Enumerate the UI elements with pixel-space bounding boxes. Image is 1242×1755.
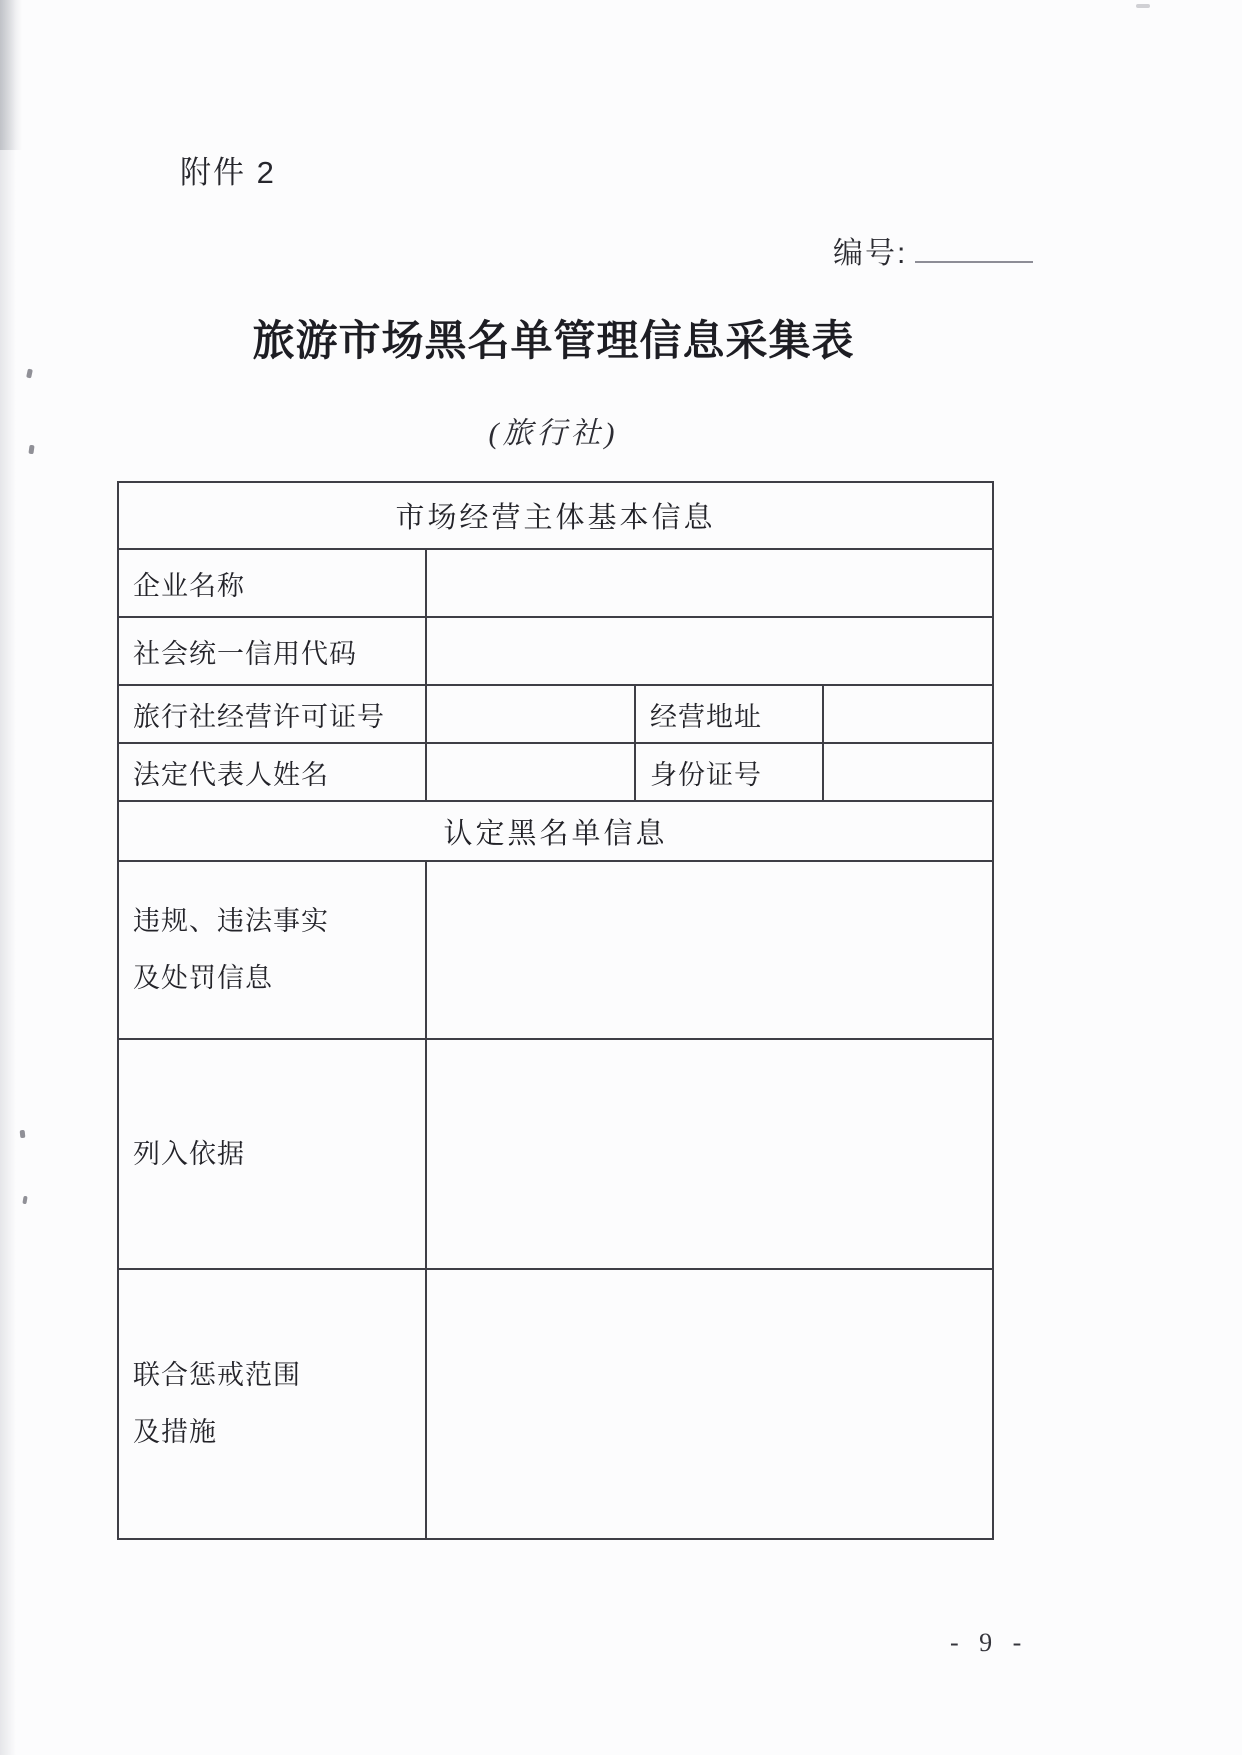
- serial-number-label: 编号:: [833, 237, 908, 270]
- serial-number: [833, 228, 1033, 272]
- listing-basis-label-line1: 列入依据: [133, 1138, 245, 1169]
- id-number-label: 身份证号: [636, 744, 824, 800]
- company-name-label: 企业名称: [119, 550, 427, 616]
- legal-representative-label: 法定代表人姓名: [119, 744, 427, 800]
- row-credit-code: [119, 618, 992, 686]
- row-legal-rep-and-id: [119, 744, 992, 802]
- form-title: 旅游市场黑名单管理信息采集表: [252, 317, 855, 364]
- credit-code-label: 社会统一信用代码: [119, 618, 427, 684]
- violation-facts-field: [427, 862, 992, 1038]
- id-number-field: [824, 744, 992, 800]
- scan-speck: [20, 1130, 26, 1138]
- legal-representative-field: [427, 744, 636, 800]
- scan-speck: [1136, 4, 1150, 8]
- license-number-label: 旅行社经营许可证号: [119, 686, 427, 742]
- scan-speck: [26, 369, 33, 379]
- scan-corner-smudge: [0, 0, 22, 150]
- company-name-field: [427, 550, 992, 616]
- row-company-name: [119, 550, 992, 618]
- section-header-basic-info: [119, 483, 992, 550]
- form-subtitle: (旅行社): [488, 417, 619, 450]
- listing-basis-field: [427, 1040, 992, 1268]
- attachment-label: 附件 2: [180, 155, 276, 190]
- violation-facts-label: [119, 862, 427, 1038]
- section-header-blacklist-info-text: 认定黑名单信息: [443, 817, 668, 850]
- row-violation-facts: [119, 862, 992, 1040]
- violation-facts-label-line2: 及处罚信息: [133, 963, 273, 993]
- violation-facts-label-line1: 违规、违法事实: [133, 906, 329, 936]
- scan-edge-shadow: [0, 0, 16, 1755]
- row-listing-basis: [119, 1040, 992, 1270]
- license-number-field: [427, 686, 636, 742]
- scan-speck: [22, 1196, 27, 1205]
- blacklist-form-table: [117, 481, 994, 1540]
- joint-punishment-label: [119, 1270, 427, 1538]
- serial-number-blank-line: [915, 235, 1033, 263]
- credit-code-field: [427, 618, 992, 684]
- joint-punishment-field: [427, 1270, 992, 1538]
- joint-punishment-label-line2: 及措施: [133, 1417, 217, 1447]
- section-header-basic-info-text: 市场经营主体基本信息: [395, 502, 716, 534]
- section-header-blacklist-info: [119, 802, 992, 862]
- row-license-and-address: [119, 686, 992, 744]
- joint-punishment-label-line1: 联合惩戒范围: [133, 1360, 301, 1390]
- business-address-field: [824, 686, 992, 742]
- listing-basis-label: [119, 1040, 427, 1268]
- row-joint-punishment: [119, 1270, 992, 1538]
- page-number: - 9 -: [950, 1628, 1029, 1657]
- business-address-label: 经营地址: [636, 686, 824, 742]
- scan-speck: [28, 445, 34, 455]
